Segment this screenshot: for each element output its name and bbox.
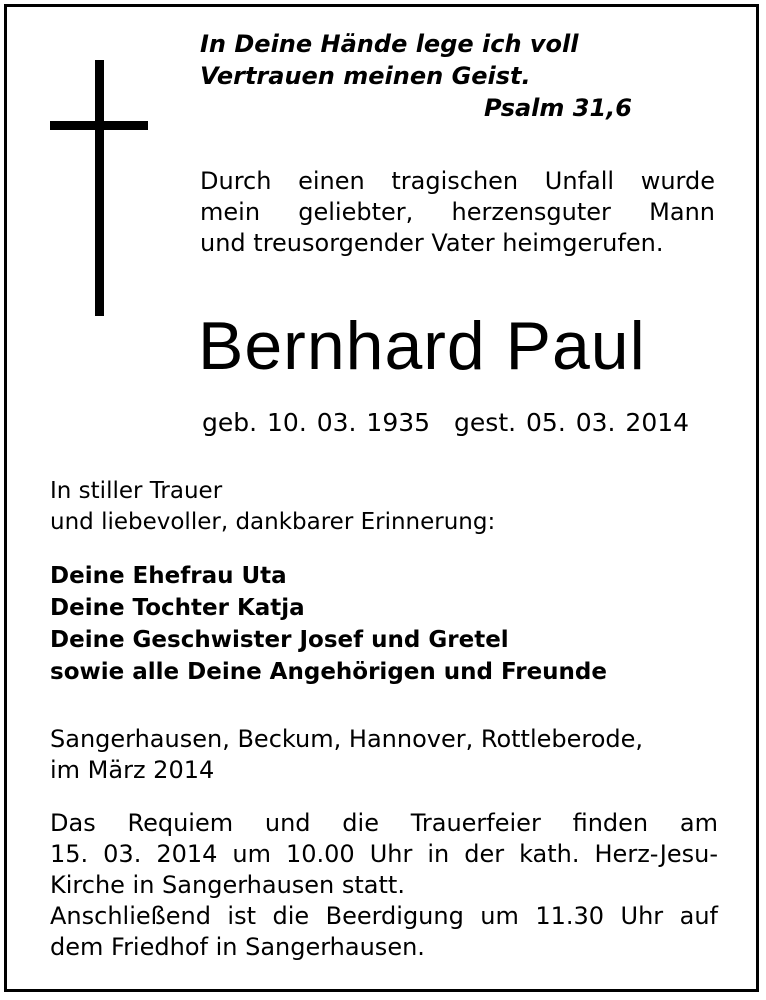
places-line-1: Sangerhausen, Beckum, Hannover, Rottleberode, [50, 725, 644, 753]
family-member: Deine Tochter Katja [50, 595, 305, 621]
service-info [50, 808, 718, 963]
life-dates [202, 406, 689, 440]
deceased-name: Bernhard Paul [198, 308, 646, 384]
family-list [50, 560, 607, 688]
places-line-2: im März 2014 [50, 756, 215, 784]
mourning-line-1: In stiller Trauer [50, 478, 223, 504]
intro-line-1: Durch einen tragischen Unfall wurde [200, 167, 715, 195]
service-line-5: dem Friedhof in Sangerhausen. [50, 933, 425, 961]
cross-icon-bar [50, 121, 148, 130]
death-date: gest. 05. 03. 2014 [454, 408, 690, 437]
service-line-2: 15. 03. 2014 um 10.00 Uhr in der kath. Herz-Jesu- [50, 840, 718, 868]
family-member: sowie alle Deine Angehörigen und Freunde [50, 659, 607, 685]
intro-line-2: mein geliebter, herzensguter Mann [200, 198, 715, 226]
mourning-line-2: und liebevoller, dankbarer Erinnerung: [50, 509, 496, 535]
places-and-date [50, 724, 718, 786]
service-line-3: Kirche in Sangerhausen statt. [50, 871, 405, 899]
service-line-4: Anschließend ist die Beerdigung um 11.30 Uhr auf [50, 902, 718, 930]
intro-text [200, 166, 715, 259]
psalm-line-1: In Deine Hände lege ich voll [200, 30, 579, 58]
psalm-line-2: Vertrauen meinen Geist. [200, 62, 531, 90]
psalm-quote [200, 28, 579, 92]
psalm-reference: Psalm 31,6 [483, 94, 632, 122]
cross-icon [95, 60, 104, 316]
birth-date: geb. 10. 03. 1935 [202, 408, 431, 437]
service-line-1: Das Requiem und die Trauerfeier finden am [50, 809, 718, 837]
family-member: Deine Ehefrau Uta [50, 563, 287, 589]
mourning-text [50, 476, 495, 538]
intro-line-3: und treusorgender Vater heimgerufen. [200, 229, 664, 257]
family-member: Deine Geschwister Josef und Gretel [50, 627, 509, 653]
